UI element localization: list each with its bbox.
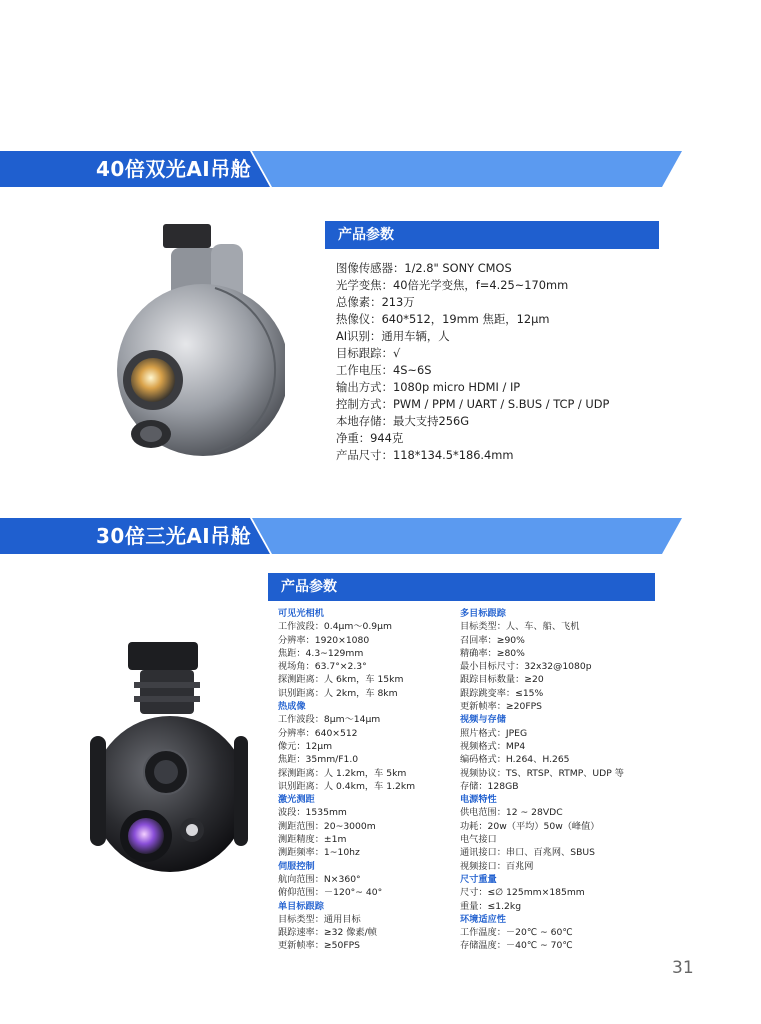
spec-category-heading: 视频与存储 [460,714,506,726]
spec-item: 视频格式：MP4 [460,740,526,752]
spec-item: 通讯接口：串口、百兆网、SBUS [460,847,595,859]
section2-left-column [278,607,415,953]
spec-item: 功耗：20w（平均）50w（峰值） [460,820,600,832]
section1-title: 40倍双光AI吊舱 [96,157,252,181]
spec-item: 航向范围：N×360° [278,873,361,885]
spec-item: 图像传感器：1/2.8" SONY CMOS [336,261,512,275]
section2-param-header: 产品参数 [268,573,655,601]
spec-category-heading: 环境适应性 [460,913,506,925]
spec-item: 测距范围：20~3000m [278,820,376,832]
section1-spec-list [336,260,609,464]
spec-item: 照片格式：JPEG [460,727,528,739]
spec-item: 最小目标尺寸：32x32@1080p [460,661,592,673]
spec-item: 焦距：35mm/F1.0 [278,754,359,766]
spec-item: 重量：≤1.2kg [460,900,522,912]
spec-item: AI识别：通用车辆，人 [336,329,450,343]
spec-category-heading: 尺寸重量 [460,873,497,885]
section2-title: 30倍三光AI吊舱 [96,524,252,548]
spec-item: 探测距离：人 1.2km，车 5km [278,767,407,779]
page-number: 31 [672,958,694,978]
spec-item: 焦距：4.3~129mm [278,647,364,659]
spec-item: 编码格式：H.264、H.265 [460,754,570,766]
spec-item: 工作波段：0.4μm～0.9μm [278,621,392,633]
spec-item: 测距精度：±1m [278,834,347,846]
spec-item: 产品尺寸：118*134.5*186.4mm [336,448,514,462]
spec-item: 波段：1535mm [278,807,347,819]
spec-category-heading: 伺服控制 [278,860,315,872]
tri-light-pod-image [88,636,248,874]
spec-item: 存储温度：－40℃ ~ 70℃ [460,940,573,952]
spec-item: 视场角：63.7°×2.3° [278,661,367,673]
spec-item: 目标跟踪：√ [336,346,401,360]
spec-item: 热像仪：640*512，19mm 焦距，12μm [336,312,550,326]
spec-item: 识别距离：人 2km，车 8km [278,687,398,699]
spec-item: 净重：944克 [336,431,404,445]
spec-item: 控制方式：PWM / PPM / UART / S.BUS / TCP / UDP [336,397,610,411]
spec-item: 更新帧率：≥50FPS [278,940,360,952]
spec-item: 视频接口：百兆网 [460,860,534,872]
spec-category-heading: 单目标跟踪 [278,900,324,912]
spec-item: 工作波段：8μm～14μm [278,714,381,726]
spec-item: 光学变焦：40倍光学变焦，f=4.25~170mm [336,278,569,292]
section2-banner [0,518,682,554]
section1-param-header: 产品参数 [325,221,659,249]
spec-item: 更新帧率：≥20FPS [460,701,542,713]
spec-category-heading: 激光测距 [278,794,315,806]
spec-item: 电气接口 [460,834,497,846]
spec-item: 识别距离：人 0.4km，车 1.2km [278,780,416,792]
spec-item: 尺寸：≤∅ 125mm×185mm [460,887,585,899]
section2-right-column [460,607,624,953]
spec-category-heading: 热成像 [278,701,306,713]
spec-item: 本地存储：最大支持256G [336,414,470,428]
spec-item: 跟踪目标数量：≥20 [460,674,544,686]
spec-category-heading: 多目标跟踪 [460,608,506,619]
spec-item: 俯仰范围：－120°~ 40° [278,887,383,899]
spec-item: 像元：12μm [278,740,333,752]
spec-item: 目标类型：人、车、船、飞机 [460,621,580,633]
spec-category-heading: 可见光相机 [278,608,324,619]
spec-item: 工作温度：－20℃ ~ 60℃ [460,927,573,939]
spec-item: 测距频率：1~10hz [278,847,360,859]
spec-item: 探测距离：人 6km，车 15km [278,674,404,686]
spec-item: 供电范围：12 ~ 28VDC [460,807,563,819]
spec-item: 视频协议：TS、RTSP、RTMP、UDP 等 [460,767,624,779]
spec-item: 跟踪跳变率：≤15% [460,687,544,699]
dual-light-pod-image [95,222,285,460]
spec-item: 精确率：≥80% [460,647,525,659]
spec-item: 召回率：≥90% [460,634,525,646]
spec-item: 存储：128GB [460,780,519,792]
spec-item: 目标类型：通用目标 [278,913,361,925]
spec-item: 输出方式：1080p micro HDMI / IP [336,380,521,394]
spec-category-heading: 电源特性 [460,794,497,806]
spec-item: 跟踪速率：≥32 像素/帧 [278,927,377,939]
spec-item: 分辨率：640×512 [278,727,358,739]
spec-item: 工作电压：4S~6S [336,363,432,377]
spec-item: 总像素：213万 [336,295,415,309]
spec-item: 分辨率：1920×1080 [278,634,370,646]
section1-banner [0,151,682,187]
